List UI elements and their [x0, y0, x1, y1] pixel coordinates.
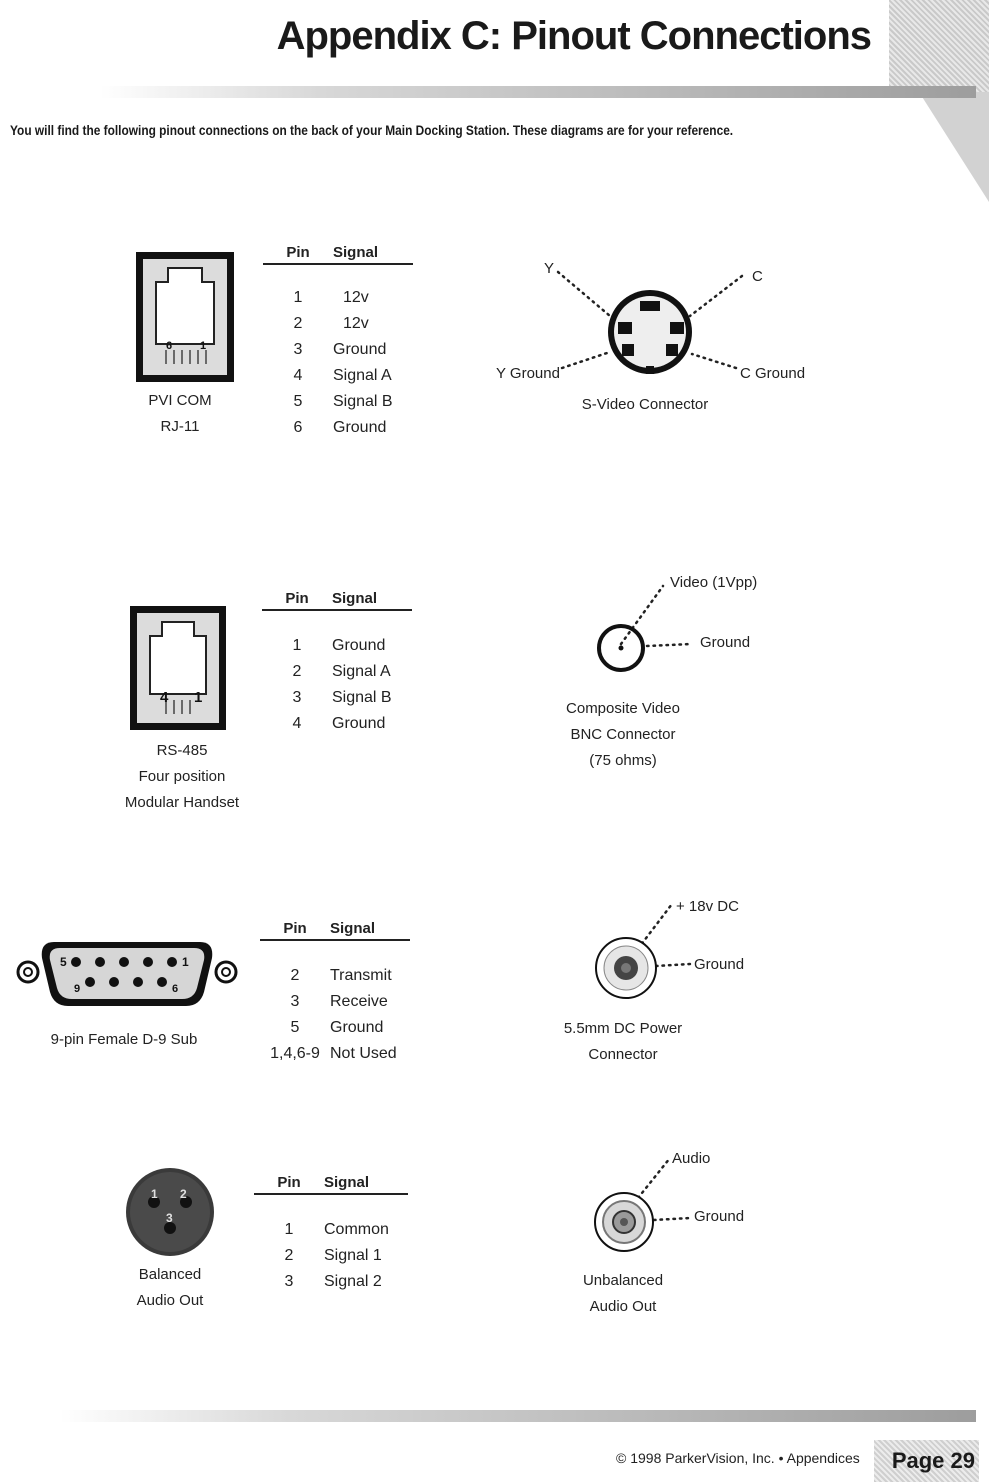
signal-label: C: [752, 268, 763, 285]
connector-caption: Unbalanced Audio Out: [582, 1272, 664, 1315]
table-row: 2 Transmit: [290, 967, 392, 984]
table-row: 3 Signal B: [292, 689, 392, 706]
dsub-pin-label: 1: [182, 955, 189, 969]
intro-text: You will find the following pinout connections on the back of your Main Docking Station. These diagrams are for your reference.: [10, 122, 734, 138]
signal-label: Ground: [694, 956, 745, 973]
xlr-connector-icon: [124, 1166, 216, 1258]
table-row: 1 Common: [284, 1221, 389, 1238]
table-header: Pin Signal: [254, 1174, 408, 1195]
table-row: 4 Ground: [292, 715, 386, 732]
table-row: 1 12v: [293, 289, 369, 306]
dsub9-connector-icon: [14, 936, 240, 1012]
table-header: Pin Signal: [262, 590, 412, 611]
connector-label: PVI COM RJ-11: [148, 392, 212, 435]
signal-label: C Ground: [740, 365, 806, 382]
bnc-connector-icon: [585, 580, 695, 680]
signal-label: Y: [544, 260, 555, 277]
signal-label: Video (1Vpp): [670, 574, 758, 591]
table-header: Pin Signal: [260, 920, 410, 941]
dsub-pin-label: 5: [60, 955, 67, 969]
corner-triangle-decoration: [919, 92, 989, 202]
signal-label: Ground: [700, 634, 751, 651]
table-row: 1 Ground: [292, 637, 386, 654]
header-rule: [100, 86, 976, 98]
table-row: 3 Signal 2: [284, 1273, 382, 1290]
rj11-jack-icon: [136, 252, 234, 382]
signal-label: Ground: [694, 1208, 745, 1225]
pinout-table: [262, 590, 412, 737]
dsub-pin-label: 6: [172, 983, 179, 995]
xlr-pin-label: 3: [166, 1211, 173, 1225]
xlr-pin-label: 2: [180, 1187, 187, 1201]
connector-caption: 5.5mm DC Power Connector: [563, 1020, 683, 1063]
jack-pin-label: 1: [194, 689, 203, 706]
table-row: 6 Ground: [293, 419, 387, 436]
signal-label: Y Ground: [496, 365, 560, 382]
signal-label: Audio: [672, 1150, 711, 1167]
page-title: Appendix C: Pinout Connections: [276, 14, 871, 58]
connector-label: RS-485 Four position Modular Handset: [124, 742, 240, 811]
jack-pin-label: 6: [166, 340, 173, 352]
table-row: 2 Signal A: [292, 663, 391, 680]
rs485-jack-icon: [130, 606, 226, 730]
pinout-table: [254, 1174, 408, 1295]
connector-caption: Composite Video BNC Connector (75 ohms): [566, 700, 680, 769]
table-row: 2 12v: [293, 315, 369, 332]
page-number: Page 29: [891, 1448, 975, 1473]
table-header: Pin Signal: [263, 244, 413, 265]
connector-label: 9-pin Female D-9 Sub: [50, 1031, 198, 1048]
xlr-pin-label: 1: [151, 1187, 158, 1201]
table-row: 1,4,6-9 Not Used: [270, 1045, 397, 1062]
table-row: 3 Ground: [293, 341, 387, 358]
table-row: 2 Signal 1: [284, 1247, 382, 1264]
table-row: 4 Signal A: [293, 367, 392, 384]
footer-rule: [60, 1410, 976, 1422]
table-row: 5 Signal B: [293, 393, 393, 410]
pinout-table: [260, 920, 410, 1067]
jack-pin-label: 4: [160, 689, 169, 706]
corner-decoration: [889, 0, 989, 92]
dsub-pin-label: 9: [74, 983, 81, 995]
table-row: 3 Receive: [290, 993, 388, 1010]
jack-pin-label: 1: [200, 340, 207, 352]
connector-caption: S-Video Connector: [581, 396, 709, 413]
pinout-table: [263, 244, 413, 441]
signal-label: + 18v DC: [676, 898, 739, 915]
connector-label: Balanced Audio Out: [136, 1266, 204, 1309]
table-row: 5 Ground: [290, 1019, 384, 1036]
copyright-text: © 1998 ParkerVision, Inc. • Appendices: [616, 1450, 860, 1466]
